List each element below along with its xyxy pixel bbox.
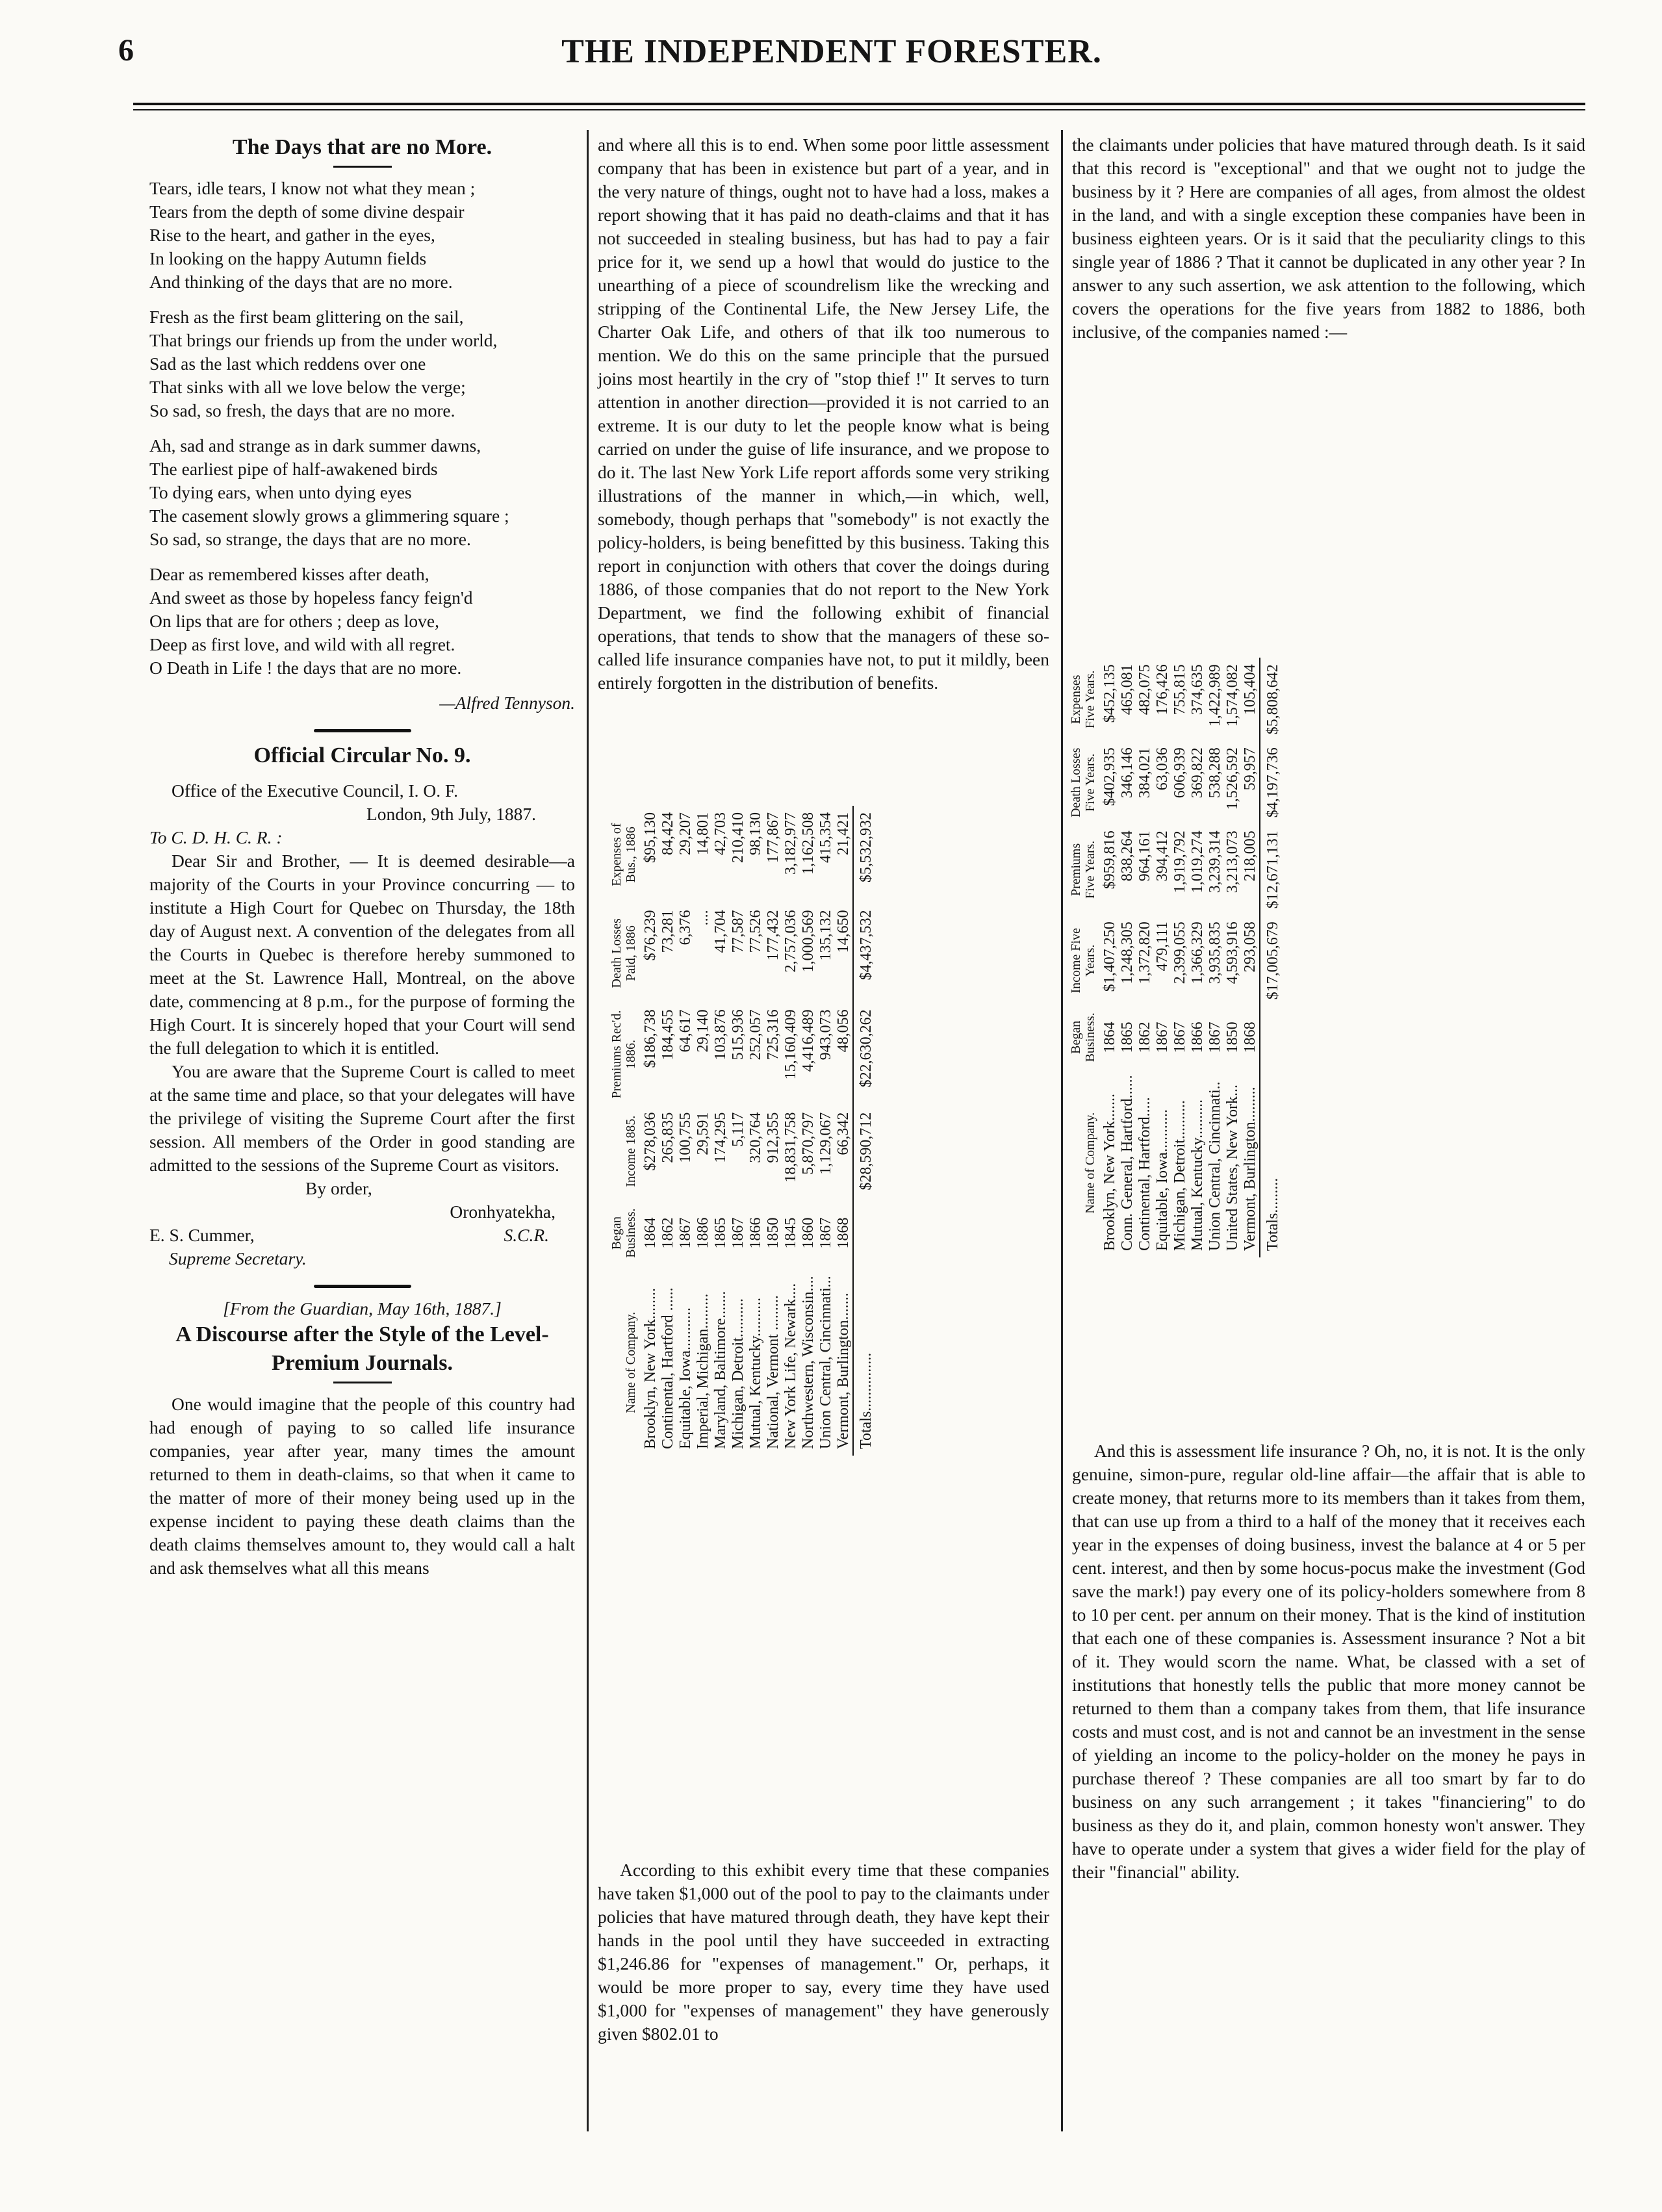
totals-cell: $28,590,712 bbox=[853, 1106, 875, 1197]
header-rule-top bbox=[133, 103, 1585, 105]
table-cell: 176,426 bbox=[1154, 664, 1171, 715]
table-cell: 465,081 bbox=[1119, 664, 1136, 715]
table-cell: 374,635 bbox=[1189, 664, 1206, 715]
table-cell: 1886 bbox=[695, 1217, 711, 1249]
table-cell: 18,831,758 bbox=[782, 1112, 799, 1183]
table-cell: Union Central, Cincinnati.. bbox=[1207, 1081, 1223, 1251]
totals-cell bbox=[853, 1197, 875, 1270]
table-header: Death Losses Five Years. bbox=[1069, 747, 1097, 817]
table-cell: 943,073 bbox=[817, 1009, 834, 1061]
table-cell: 964,161 bbox=[1136, 830, 1153, 882]
table-row bbox=[765, 806, 782, 1456]
poem-line: Fresh as the first beam glittering on the sail, bbox=[149, 307, 464, 327]
column-3-continued bbox=[1072, 1439, 1585, 1884]
table-cell: Maryland, Baltimore....... bbox=[712, 1291, 729, 1449]
poem-line: On lips that are for others ; deep as love, bbox=[149, 611, 439, 631]
table-cell: National, Vermont ......... bbox=[765, 1295, 782, 1449]
circular-paragraph-1: Dear Sir and Brother, — It is deemed desirable—a majority of the Courts in your Province concurring — to institute a High Court for Quebec on Thursday, the 18th day of August next. A convention of the delegates from all the Courts in Quebec is therefore hereby summoned to meet at the St. Lawrence Hall, Montreal, on the above date, commencing at 8 p.m., for the purpose of forming the High Court. It is sincerely hoped that your Court will send the full delegation to which it is entitled. bbox=[149, 851, 575, 1058]
column-divider-1 bbox=[587, 130, 589, 2131]
table-cell: 98,130 bbox=[747, 812, 764, 855]
signer-role: Supreme Secretary. bbox=[169, 1248, 307, 1268]
table-cell: 320,764 bbox=[747, 1112, 764, 1163]
table-cell: 1867 bbox=[1207, 1022, 1223, 1053]
table-row bbox=[800, 806, 817, 1456]
table-cell: 15,160,409 bbox=[782, 1009, 799, 1080]
table-cell: 482,075 bbox=[1136, 664, 1153, 715]
table-cell: 1,366,329 bbox=[1189, 921, 1206, 984]
table-cell: 29,591 bbox=[695, 1112, 711, 1155]
totals-cell: $5,532,932 bbox=[853, 806, 875, 903]
poem-line: Deep as first love, and wild with all regret. bbox=[149, 634, 455, 654]
table-row bbox=[1171, 658, 1189, 1257]
table-cell: Mutual, Kentucky.......... bbox=[747, 1297, 764, 1449]
table-header: Income 1885. bbox=[624, 1115, 638, 1187]
table-cell: Mutual, Kentucky.......... bbox=[1189, 1099, 1206, 1251]
table-cell: 1,019,274 bbox=[1189, 830, 1206, 894]
table-cell: 3,935,835 bbox=[1207, 921, 1223, 984]
table-cell: 77,587 bbox=[730, 910, 747, 953]
table-cell: 1,422,989 bbox=[1207, 664, 1223, 727]
table-row bbox=[1242, 658, 1260, 1257]
table-cell: 1,919,792 bbox=[1171, 830, 1188, 894]
page-header bbox=[78, 32, 1585, 78]
circular-section bbox=[149, 741, 575, 1270]
table-row bbox=[1207, 658, 1224, 1257]
table-row bbox=[1101, 658, 1119, 1257]
table-cell: 210,410 bbox=[730, 812, 747, 863]
table-cell: Brooklyn, New York........ bbox=[642, 1287, 659, 1449]
table-cell: 1867 bbox=[730, 1217, 747, 1249]
table-cell: Union Central, Cincinnati... bbox=[817, 1276, 834, 1449]
circular-dateline: London, 9th July, 1887. bbox=[366, 804, 536, 824]
poem-line: To dying ears, when unto dying eyes bbox=[149, 482, 412, 502]
table-cell: 479,111 bbox=[1154, 921, 1171, 971]
table-cell: $402,935 bbox=[1101, 747, 1118, 806]
table-cell: 1867 bbox=[677, 1217, 694, 1249]
table-row bbox=[782, 806, 800, 1456]
table-cell: 42,703 bbox=[712, 812, 729, 855]
table-cell: 1867 bbox=[1154, 1022, 1171, 1053]
table-cell: 1866 bbox=[1189, 1022, 1206, 1053]
table-row bbox=[1189, 658, 1207, 1257]
poem-stanza bbox=[149, 434, 575, 551]
table-cell: 41,704 bbox=[712, 910, 729, 953]
table-cell: 3,239,314 bbox=[1207, 830, 1223, 894]
table-cell: Continental, Hartford..... bbox=[1136, 1097, 1153, 1251]
article-paragraph-1: and where all this is to end. When some poor little assessment company that has been in existence but part of a year, and in the very nature of things, ought not to have had a loss, makes a report showing that it has paid no death-claims and that it has not succeeded in stealing business, but has had to pay a fair price for it, we send up a howl that would do justice to the unearthing of a piece of scoundrelism like the wrecking and stripping of the Continental Life, the New Jersey Life, the Charter Oak Life, and others of that ilk too numerous to mention. We do this on the same principle that the pursued joins most heartily in the cry of "stop thief !" It serves to turn attention in another direction—provided it is not carried to an extreme. It is our duty to let the people know what is being carried on under the guise of life insurance, and we propose to do it. The last New York Life report affords some very striking illustrations of the manner in which,—in which, well, somebody, though perhaps that "somebody" is not exactly the policy-holders, is being benefitted by this business. Taking this report in conjunction with others that cover the doings during 1886, of those companies that do not report to the New York Department, we find the following exhibit of financial operations, that tends to show that the managers of these so-called life insurance companies have not, to put it mildly, been entirely forgotten in the distribution of benefits. bbox=[598, 135, 1049, 693]
column-divider-2 bbox=[1061, 130, 1063, 2131]
table-cell: 2,399,055 bbox=[1171, 921, 1188, 984]
article-paragraph-4: And this is assessment life insurance ? Oh, no, it is not. It is the only genuine, simon-pure, regular old-line affair—the affair that is able to create money, that returns more to its members than it takes from them, that can use up from a third to a half of the money that it receives each year in the expenses of doing business, invest the balance at 4 or 5 per cent. interest, and then by some hocus-pocus make the investment (God save the mark!) pay every one of its policy-holders somewhere from 8 to 10 per cent. per annum on their money. That is the kind of institution that each one of these companies is. Assessment insurance ? Not a bit of it. They would scorn the name. What, be classed with a set of institutions that honestly tells the public that more money cannot be returned to them than a company takes from them, that life insurance costs and must cost, and is not and cannot be an investment in the sense of yielding an income to the policy-holder on the money he pays in purchase thereof ? These companies are all too smart by far to do business on any such arrangement ; it takes "financiering" to do business as they do it, and plain, common honesty won't answer. They have to operate under a system that gives a wider field for the play of their "financial" ability. bbox=[1072, 1441, 1585, 1882]
returns-table-five-years-grid bbox=[1069, 658, 1282, 1257]
table-cell: 1862 bbox=[1136, 1022, 1153, 1053]
table-cell: 755,815 bbox=[1171, 664, 1188, 715]
circular-paragraph-2: You are aware that the Supreme Court is called to meet at the same time and place, so that your delegates will have the privilege of visiting the Supreme Court after the first session. All members of the Order in good standing are admitted to the sessions of the Supreme Court as visitors. bbox=[149, 1061, 575, 1175]
table-row bbox=[747, 806, 765, 1456]
poem-line: The earliest pipe of half-awakened birds bbox=[149, 459, 438, 479]
table-cell: 3,213,073 bbox=[1224, 830, 1241, 894]
poem-line: O Death in Life ! the days that are no more. bbox=[149, 658, 462, 678]
table-row bbox=[730, 806, 747, 1456]
table-cell: 77,526 bbox=[747, 910, 764, 953]
table-cell: 29,207 bbox=[677, 812, 694, 855]
poem-line: And sweet as those by hopeless fancy feign'd bbox=[149, 587, 473, 608]
table-cell: 606,939 bbox=[1171, 747, 1188, 799]
circular-title: Official Circular No. 9. bbox=[253, 743, 471, 767]
table-cell: 369,822 bbox=[1189, 747, 1206, 799]
table-header: Income Five Years. bbox=[1069, 928, 1097, 994]
poem-line: Dear as remembered kisses after death, bbox=[149, 564, 429, 584]
totals-row bbox=[853, 806, 875, 1456]
table-header: Began Business. bbox=[609, 1208, 638, 1258]
table-cell: 84,424 bbox=[659, 812, 676, 855]
poem-line: Sad as the last which reddens over one bbox=[149, 354, 426, 374]
header-rule-bottom bbox=[133, 109, 1585, 110]
table-cell: 725,316 bbox=[765, 1009, 782, 1061]
column-1 bbox=[149, 133, 575, 1580]
table-header: Death Losses Paid, 1886 bbox=[609, 918, 638, 988]
title-rule bbox=[333, 166, 392, 168]
table-cell: 1,526,592 bbox=[1224, 747, 1241, 810]
table-cell: 2,757,036 bbox=[782, 910, 799, 973]
table-cell: 29,140 bbox=[695, 1009, 711, 1053]
table-cell: 59,957 bbox=[1242, 747, 1259, 791]
table-header: Name of Company. bbox=[1083, 1112, 1097, 1214]
poem-line: The casement slowly grows a glimmering square ; bbox=[149, 506, 509, 526]
totals-cell: Totals......... bbox=[1260, 1068, 1282, 1257]
table-cell: 3,182,977 bbox=[782, 812, 799, 875]
table-cell: 515,936 bbox=[730, 1009, 747, 1061]
table-cell: 1845 bbox=[782, 1217, 799, 1249]
poem-line: And thinking of the days that are no more. bbox=[149, 272, 453, 292]
table-cell: 1,574,082 bbox=[1224, 664, 1241, 727]
table-cell: 415,354 bbox=[817, 812, 834, 863]
title-rule bbox=[333, 1382, 392, 1383]
table-cell: 1866 bbox=[747, 1217, 764, 1249]
table-row bbox=[817, 806, 835, 1456]
table-row bbox=[1136, 658, 1154, 1257]
circular-office: Office of the Executive Council, I. O. F. bbox=[172, 780, 458, 801]
table-cell: 177,432 bbox=[765, 910, 782, 961]
table-cell: 103,876 bbox=[712, 1009, 729, 1061]
table-cell: 5,870,797 bbox=[800, 1112, 817, 1175]
table-cell: 265,835 bbox=[659, 1112, 676, 1163]
table-cell: 1,129,067 bbox=[817, 1112, 834, 1175]
table-row bbox=[677, 806, 695, 1456]
discourse-section bbox=[149, 1297, 575, 1580]
table-cell: $186,738 bbox=[642, 1009, 659, 1068]
table-cell: 14,801 bbox=[695, 812, 711, 855]
table-cell: 64,617 bbox=[677, 1009, 694, 1053]
totals-cell: $4,437,532 bbox=[853, 903, 875, 1003]
totals-row bbox=[1260, 658, 1282, 1257]
table-cell: 346,146 bbox=[1119, 747, 1136, 799]
totals-cell: $4,197,736 bbox=[1260, 741, 1282, 824]
table-cell: 1864 bbox=[1101, 1022, 1118, 1053]
table-cell: 1,000,569 bbox=[800, 910, 817, 973]
table-cell: $76,239 bbox=[642, 910, 659, 961]
table-cell: 1860 bbox=[800, 1217, 817, 1249]
table-cell: 1867 bbox=[1171, 1022, 1188, 1053]
column-2 bbox=[598, 133, 1049, 695]
table-row bbox=[659, 806, 677, 1456]
table-cell: 1850 bbox=[1224, 1022, 1241, 1053]
table-cell: 73,281 bbox=[659, 910, 676, 953]
discourse-source: [From the Guardian, May 16th, 1887.] bbox=[223, 1298, 502, 1318]
table-row bbox=[642, 806, 659, 1456]
table-cell: Vermont, Burlington......... bbox=[1242, 1087, 1259, 1251]
table-cell: 538,288 bbox=[1207, 747, 1223, 799]
table-row bbox=[835, 806, 853, 1456]
table-header: Name of Company. bbox=[624, 1311, 638, 1413]
table-cell: 1864 bbox=[642, 1217, 659, 1249]
poem-attribution: —Alfred Tennyson. bbox=[439, 693, 575, 713]
table-cell: $95,130 bbox=[642, 812, 659, 863]
totals-cell: $5,808,642 bbox=[1260, 658, 1282, 741]
table-cell: Equitable, Iowa........... bbox=[677, 1307, 694, 1449]
table-cell: Equitable, Iowa........... bbox=[1154, 1109, 1171, 1251]
table-header: Began Business. bbox=[1069, 1012, 1097, 1062]
signer-2-name: E. S. Cummer, bbox=[149, 1225, 255, 1245]
table-cell: United States, New York... bbox=[1224, 1085, 1241, 1251]
table-cell: 48,056 bbox=[835, 1009, 852, 1053]
table-row bbox=[695, 806, 712, 1456]
signer-2-title: S.C.R. bbox=[504, 1225, 549, 1245]
publication-title: THE INDEPENDENT FORESTER. bbox=[561, 33, 1102, 70]
table-cell: New York Life, Newark.... bbox=[782, 1283, 799, 1449]
poem-line: So sad, so fresh, the days that are no more. bbox=[149, 400, 455, 420]
table-cell: 174,295 bbox=[712, 1112, 729, 1163]
table-cell: 218,005 bbox=[1242, 830, 1259, 882]
table-cell: 1865 bbox=[712, 1217, 729, 1249]
poem-body bbox=[149, 177, 575, 680]
circular-addressee: To C. D. H. C. R. : bbox=[149, 827, 283, 847]
table-cell: 252,057 bbox=[747, 1009, 764, 1061]
column-3 bbox=[1072, 133, 1585, 344]
totals-cell: $22,630,262 bbox=[853, 1003, 875, 1105]
table-cell: 1862 bbox=[659, 1217, 676, 1249]
poem-stanza bbox=[149, 177, 575, 294]
table-cell: $959,816 bbox=[1101, 830, 1118, 890]
table-cell: 100,755 bbox=[677, 1112, 694, 1163]
table-cell: Brooklyn, New York....... bbox=[1101, 1093, 1118, 1251]
page-number: 6 bbox=[118, 33, 134, 68]
table-row bbox=[1224, 658, 1242, 1257]
totals-cell bbox=[1260, 1006, 1282, 1068]
poem-line: Ah, sad and strange as in dark summer dawns, bbox=[149, 435, 481, 456]
discourse-paragraph: One would imagine that the people of this country had had enough of paying to so called life insurance companies, year after year, many times the amount returned to them in death-claims, so that when it came to the matter of more of their money being used up in the expense incident to paying these death claims than the death claims themselves amount to, they would call a halt and ask themselves what all this means bbox=[149, 1394, 575, 1578]
table-cell: 66,342 bbox=[835, 1112, 852, 1155]
poem-line: Rise to the heart, and gather in the eyes, bbox=[149, 225, 435, 245]
totals-cell: $17,005,679 bbox=[1260, 915, 1282, 1006]
table-cell: 838,264 bbox=[1119, 830, 1136, 882]
table-cell: Michigan, Detroit.......... bbox=[730, 1298, 747, 1449]
table-row bbox=[1154, 658, 1171, 1257]
poem-line: That brings our friends up from the under world, bbox=[149, 330, 498, 350]
column-2-continued bbox=[598, 1858, 1049, 2046]
totals-cell: Totals............... bbox=[853, 1269, 875, 1456]
section-divider bbox=[314, 1285, 411, 1288]
table-cell: Continental, Hartford ...... bbox=[659, 1287, 676, 1449]
table-cell: 384,021 bbox=[1136, 747, 1153, 799]
table-cell: 1,248,305 bbox=[1119, 921, 1136, 984]
table-cell: 4,593,916 bbox=[1224, 921, 1241, 984]
table-header: Premiums Rec'd. 1886. bbox=[609, 1010, 638, 1099]
table-cell: 912,355 bbox=[765, 1112, 782, 1163]
table-row bbox=[1119, 658, 1136, 1257]
table-cell: Michigan, Detroit.......... bbox=[1171, 1100, 1188, 1251]
table-cell: 184,455 bbox=[659, 1009, 676, 1061]
by-order: By order, bbox=[305, 1178, 372, 1198]
table-cell: 1,162,508 bbox=[800, 812, 817, 875]
table-cell: $278,036 bbox=[642, 1112, 659, 1171]
table-cell: Imperial, Michigan......... bbox=[695, 1293, 711, 1449]
table-cell: 135,132 bbox=[817, 910, 834, 961]
table-cell: $1,407,250 bbox=[1101, 921, 1118, 992]
poem-stanza bbox=[149, 563, 575, 680]
table-cell: 1868 bbox=[835, 1217, 852, 1249]
signer-1: Oronhyatekha, bbox=[450, 1202, 556, 1222]
table-cell: 6,376 bbox=[677, 910, 694, 945]
poem-line: That sinks with all we love below the verge; bbox=[149, 377, 466, 397]
totals-cell: $12,671,131 bbox=[1260, 824, 1282, 915]
table-cell: .... bbox=[695, 910, 711, 926]
table-row bbox=[712, 806, 730, 1456]
table-header: Expenses Five Years. bbox=[1069, 670, 1097, 729]
table-cell: 1865 bbox=[1119, 1022, 1136, 1053]
poem-stanza bbox=[149, 305, 575, 422]
table-cell: 177,867 bbox=[765, 812, 782, 863]
table-cell: Northwestern, Wisconsin.... bbox=[800, 1276, 817, 1449]
table-cell: 1868 bbox=[1242, 1022, 1259, 1053]
poem-line: So sad, so strange, the days that are no more. bbox=[149, 529, 471, 549]
poem-line: In looking on the happy Autumn fields bbox=[149, 248, 427, 268]
article-paragraph-2: According to this exhibit every time that these companies have taken $1,000 out of the pool to pay to the claimants under policies that have matured through death, they have kept their hands in the pool until they have succeeded in extracting $1,246.86 for "expenses of management." Or, perhaps, it would be more proper to say, every time they have used $1,000 for "expenses of management" they have generously given $802.01 to bbox=[598, 1860, 1049, 2044]
table-header: Premiums Five Years. bbox=[1069, 840, 1097, 899]
table-cell: 14,650 bbox=[835, 910, 852, 953]
table-cell: 394,412 bbox=[1154, 830, 1171, 882]
table-cell: 63,036 bbox=[1154, 747, 1171, 791]
table-cell: 21,421 bbox=[835, 812, 852, 855]
table-cell: Vermont, Burlington....... bbox=[835, 1292, 852, 1449]
discourse-title: A Discourse after the Style of the Level-Premium Journals. bbox=[175, 1322, 549, 1375]
poem-line: Tears, idle tears, I know not what they mean ; bbox=[149, 178, 476, 198]
table-cell: 1,372,820 bbox=[1136, 921, 1153, 984]
table-cell: 293,058 bbox=[1242, 921, 1259, 973]
table-cell: 4,416,489 bbox=[800, 1009, 817, 1072]
table-cell: 1850 bbox=[765, 1217, 782, 1249]
table-cell: 1867 bbox=[817, 1217, 834, 1249]
table-cell: $452,135 bbox=[1101, 664, 1118, 723]
section-divider bbox=[314, 729, 411, 732]
table-cell: 105,404 bbox=[1242, 664, 1259, 715]
poem-section bbox=[149, 133, 575, 715]
poem-line: Tears from the depth of some divine despair bbox=[149, 201, 465, 222]
table-cell: Conn. General, Hartford...... bbox=[1119, 1075, 1136, 1251]
table-header: Expenses of Bus., 1886 bbox=[609, 823, 638, 886]
article-paragraph-3: the claimants under policies that have matured through death. Is it said that this record is "exceptional" and that we ought not to judge the business by it ? Here are companies of all ages, from almost the oldest in the land, and with a single exception these companies have been in business eighteen years. Or is it said that the peculiarity clings to this single year of 1886 ? That it cannot be duplicated in any other year ? In answer to any such assertion, we ask attention to the following, which covers the operations for the five years from 1882 to 1886, both inclusive, of the companies named :— bbox=[1072, 135, 1585, 342]
returns-table-1886-grid bbox=[609, 806, 875, 1456]
table-cell: 5,117 bbox=[730, 1112, 747, 1147]
poem-title: The Days that are no More. bbox=[232, 135, 492, 159]
